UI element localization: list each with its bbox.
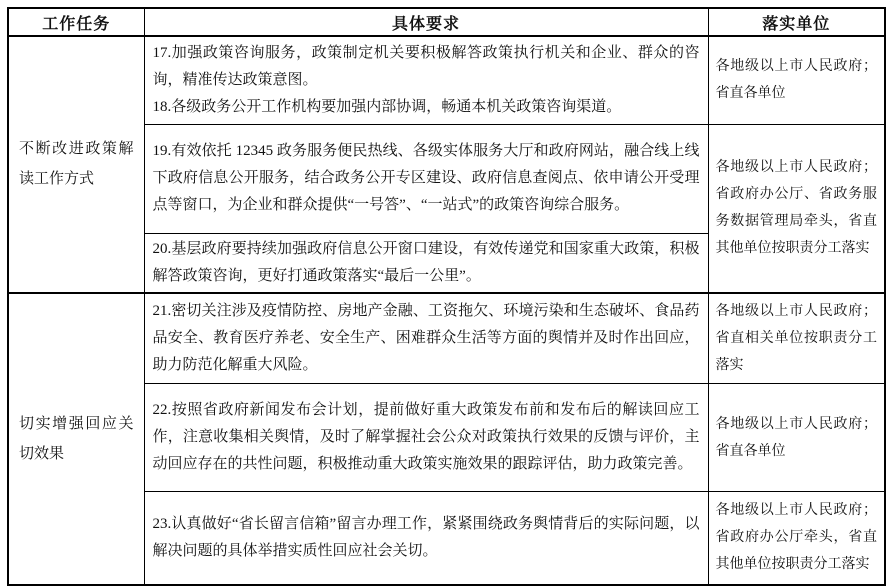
table-row	[8, 36, 885, 124]
requirement-cell-22	[144, 384, 708, 492]
unit-cell-17-18: 各地级以上市人民政府；省直各单位	[708, 36, 885, 124]
requirement-item-18: 18.各级政务公开工作机构要加强内部协调，畅通本机关政策咨询渠道。	[152, 98, 622, 115]
requirement-item-17: 17.加强政策咨询服务，政策制定机关要积极解答政策执行机关和企业、群众的咨询，精准传达政策意图。	[152, 44, 700, 88]
requirement-cell-17-18	[144, 36, 708, 124]
unit-cell-21: 各地级以上市人民政府；省直相关单位按职责分工落实	[708, 293, 885, 384]
column-header-task: 工作任务	[8, 8, 144, 36]
requirement-item-21: 21.密切关注涉及疫情防控、房地产金融、工资拖欠、环境污染和生态破坏、食品药品安全、教育医疗养老、安全生产、困难群众生活等方面的舆情并及时作出回应，助力防范化解重大风险。	[152, 302, 700, 373]
requirement-cell-21	[144, 293, 708, 384]
unit-cell-22: 各地级以上市人民政府；省直各单位	[708, 384, 885, 492]
unit-cell-19-20: 各地级以上市人民政府；省政府办公厅、省政务服务数据管理局牵头，省直其他单位按职责分工落实	[708, 124, 885, 293]
policy-task-table	[7, 7, 886, 586]
task-label-policy-interpretation: 不断改进政策解读工作方式	[8, 36, 144, 293]
requirement-item-23: 23.认真做好“省长留言信箱”留言办理工作，紧紧围绕政务舆情背后的实际问题，以解决问题的具体举措实质性回应社会关切。	[152, 515, 700, 559]
column-header-requirements: 具体要求	[144, 8, 708, 36]
unit-cell-23: 各地级以上市人民政府；省政府办公厅牵头，省直其他单位按职责分工落实	[708, 492, 885, 585]
requirement-item-22: 22.按照省政府新闻发布会计划，提前做好重大政策发布前和发布后的解读回应工作，注意收集相关舆情，及时了解掌握社会公众对政策执行效果的反馈与评价，主动回应存在的共性问题，积极推动重大政策实施效果的跟踪评估，助力政策完善。	[152, 402, 700, 472]
requirement-item-20: 20.基层政府要持续加强政府信息公开窗口建设，有效传递党和国家重大政策，积极解答政策咨询，更好打通政策落实“最后一公里”。	[152, 240, 700, 284]
requirement-item-19: 19.有效依托 12345 政务服务便民热线、各级实体服务大厅和政府网站，融合线上线下政府信息公开服务，结合政务公开专区建设、政府信息查阅点、依申请公开受理点等窗口，为企业和群众提供“一号答”、“一站式”的政策咨询综合服务。	[152, 143, 700, 213]
requirement-cell-20	[144, 233, 708, 293]
task-label-response-effect: 切实增强回应关切效果	[8, 293, 144, 585]
column-header-unit: 落实单位	[708, 8, 885, 36]
requirement-cell-19	[144, 124, 708, 233]
table-header-row	[8, 8, 885, 36]
table-row	[8, 293, 885, 384]
requirement-cell-23	[144, 492, 708, 585]
